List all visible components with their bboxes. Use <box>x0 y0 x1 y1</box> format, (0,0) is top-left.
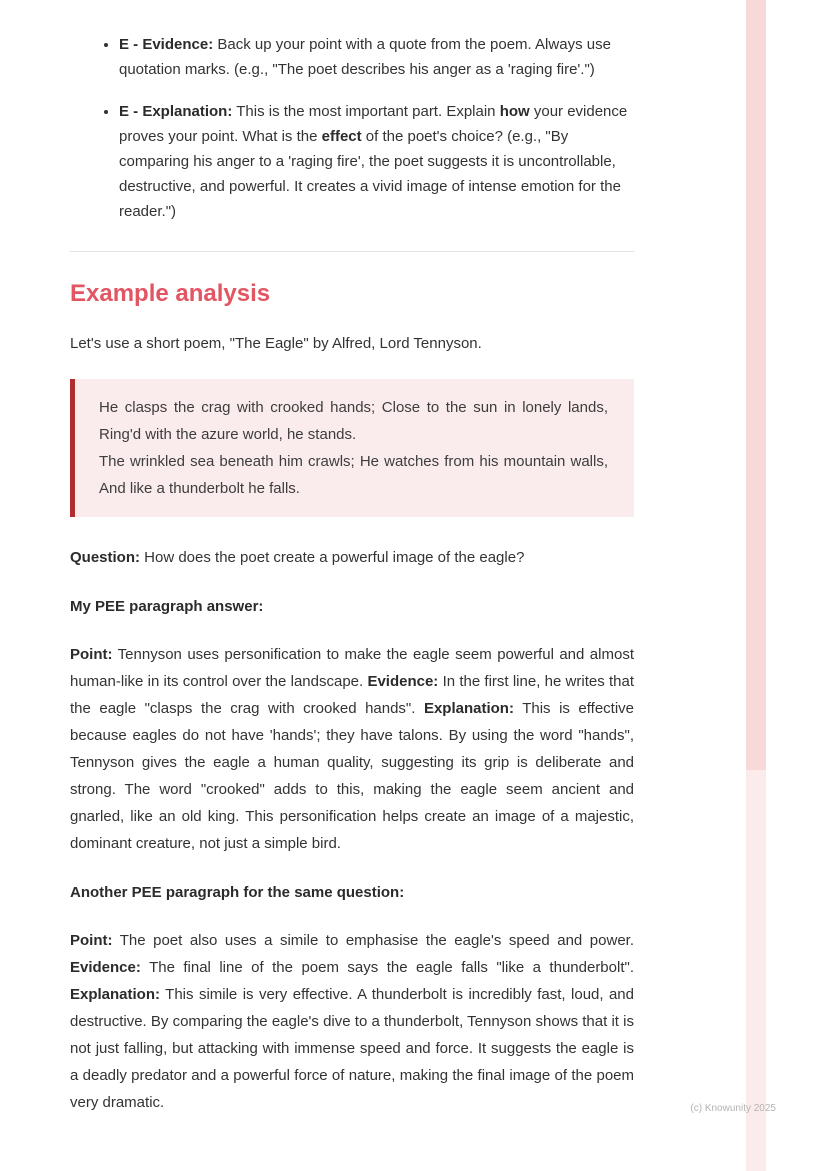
bullet-explanation: • E - Explanation: This is the most important part. Explain how your evidence proves your point. What is the effect of the poet's choice? (e.g., "By comparing his anger to a 'raging fire', the poet suggests it is uncontrollable, destructive, and powerful. It creates a vivid image of intense emotion for the reader.") <box>119 99 634 224</box>
pee-bullet-list <box>70 32 634 224</box>
poem-stanza-2: The wrinkled sea beneath him crawls; He watches from his mountain walls, And like a thunderbolt he falls. <box>99 453 608 497</box>
page-edge-stripe-top <box>746 0 766 770</box>
pee-paragraph-2: Point: The poet also uses a simile to emphasise the eagle's speed and power. Evidence: The final line of the poem says the eagle falls "like a thunderbolt". Explanation: This simile is very effective. A thunderbolt is incredibly fast, loud, and destructive. By comparing the eagle's dive to a thunderbolt, Tennyson shows that it is not just falling, but attacking with immense speed and force. It suggests the eagle is a deadly predator and a powerful force of nature, making the final image of the poem very dramatic. <box>70 932 634 1111</box>
bullet-evidence: • E - Evidence: Back up your point with a quote from the poem. Always use quotation marks. (e.g., "The poet describes his anger as a 'raging fire'.") <box>119 32 634 82</box>
question-paragraph: Question: How does the poet create a powerful image of the eagle? <box>70 549 525 566</box>
answer-label-second: Another PEE paragraph for the same question: <box>70 884 405 901</box>
intro-paragraph: Let's use a short poem, "The Eagle" by Alfred, Lord Tennyson. <box>70 335 482 352</box>
poem-blockquote <box>70 379 634 517</box>
document-content <box>70 32 634 1116</box>
pee-paragraph-1: Point: Tennyson uses personification to make the eagle seem powerful and almost human-like in its control over the landscape. Evidence: In the first line, he writes that the eagle "clasps the crag with crooked hands". Explanation: This is effective because eagles do not have 'hands'; they have talons. By using the word "hands", Tennyson gives the eagle a human quality, suggesting its grip is deliberate and strong. The word "crooked" adds to this, making the eagle seem ancient and gnarled, like an old king. This personification helps create an image of a majestic, dominant creature, not just a simple bird. <box>70 646 635 852</box>
copyright-footer: (c) Knowunity 2025 <box>690 1103 776 1114</box>
page-edge-stripe <box>746 0 766 1171</box>
poem-stanza-1: He clasps the crag with crooked hands; Close to the sun in lonely lands, Ring'd with the azure world, he stands. <box>99 399 608 443</box>
answer-label-first: My PEE paragraph answer: <box>70 598 264 615</box>
section-divider <box>70 251 634 252</box>
section-heading: Example analysis <box>70 280 271 307</box>
